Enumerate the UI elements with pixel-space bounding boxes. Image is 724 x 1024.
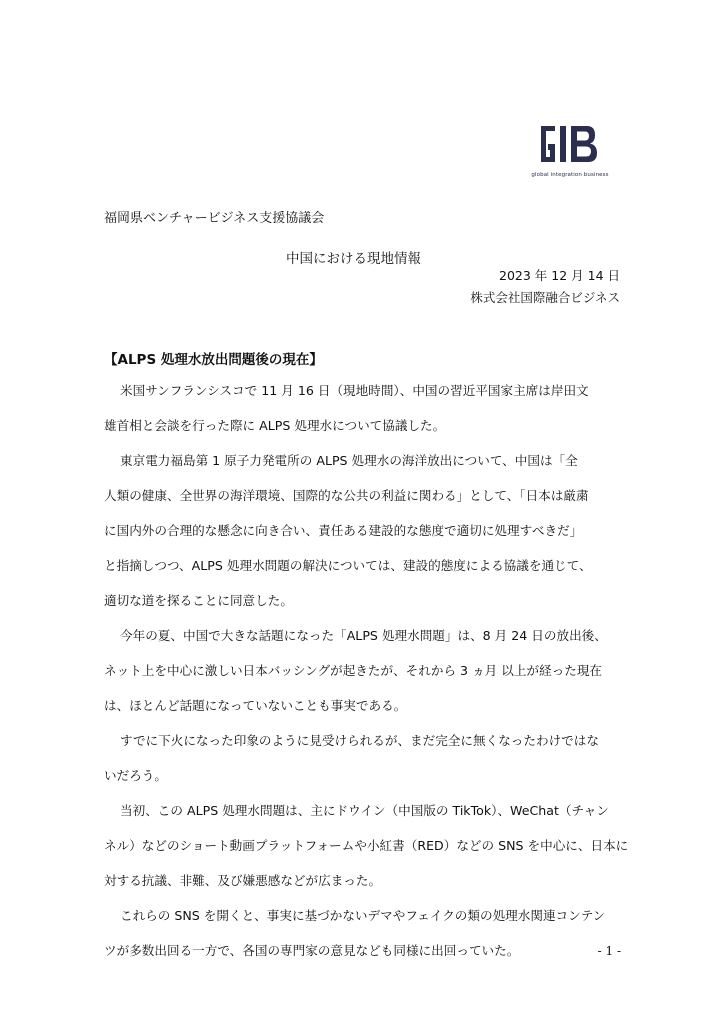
body-line: ネル）などのショート動画プラットフォームや小紅書（RED）などの SNS を中心に、日本に xyxy=(104,838,629,853)
logo-caption: global integration business xyxy=(531,172,609,178)
body-line: は、ほとんど話題になっていないことも事実である。 xyxy=(104,698,407,713)
body-line: ネット上を中心に激しい日本バッシングが起きたが、それから 3 ヵ月 以上が経った現在 xyxy=(104,663,603,678)
body-line: と指摘しつつ、ALPS 処理水問題の解決については、建設的態度による協議を通じて、 xyxy=(104,558,592,573)
company-logo xyxy=(527,118,613,184)
body-line: 雄首相と会談を行った際に ALPS 処理水について協議した。 xyxy=(104,418,446,433)
gib-logo-mark xyxy=(535,118,605,170)
body-line: 東京電力福島第 1 原子力発電所の ALPS 処理水の海洋放出について、中国は「全 xyxy=(120,453,578,468)
document-title: 中国における現地情報 xyxy=(286,251,421,267)
body-line: 適切な道を探ることに同意した。 xyxy=(104,593,293,608)
body-line: 当初、この ALPS 処理水問題は、主にドウイン（中国版の TikTok）、WeChat（チャン xyxy=(120,803,609,818)
body-line: 対する抗議、非難、及び嫌悪感などが広まった。 xyxy=(104,873,382,888)
recipient-name: 福岡県ベンチャービジネス支援協議会 xyxy=(104,211,325,226)
section-heading: 【ALPS 処理水放出問題後の現在】 xyxy=(104,352,323,368)
company-name: 株式会社国際融合ビジネス xyxy=(470,290,620,305)
body-line: いだろう。 xyxy=(104,768,167,783)
document-date: 2023 年 12 月 14 日 xyxy=(499,268,620,283)
body-text xyxy=(104,373,629,968)
body-line: これらの SNS を開くと、事実に基づかないデマやフェイクの類の処理水関連コンテン xyxy=(120,908,606,923)
body-line: に国内外の合理的な懸念に向き合い、責任ある建設的な態度で適切に処理すべきだ」 xyxy=(104,523,583,538)
body-line: 人類の健康、全世界の海洋環境、国際的な公共の利益に関わる」として、「日本は厳粛 xyxy=(104,488,589,503)
page-number: - 1 - xyxy=(597,944,621,958)
body-line: すでに下火になった印象のように見受けられるが、まだ完全に無くなったわけではな xyxy=(120,733,599,748)
body-line: ツが多数出回る一方で、各国の専門家の意見なども同様に出回っていた。 xyxy=(104,943,520,958)
body-line: 米国サンフランシスコで 11 月 16 日（現地時間）、中国の習近平国家主席は岸田文 xyxy=(120,383,589,398)
body-line: 今年の夏、中国で大きな話題になった「ALPS 処理水問題」は、8 月 24 日の放出後、 xyxy=(120,628,607,643)
